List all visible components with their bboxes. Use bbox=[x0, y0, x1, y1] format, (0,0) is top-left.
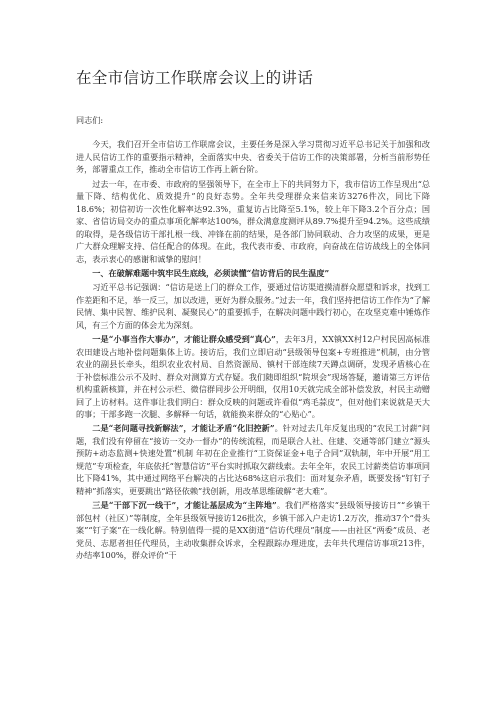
salutation: 同志们: bbox=[76, 115, 104, 125]
point-text: 。针对过去几年反复出现的“农民工讨薪”问题，我们没有停留在“接访一交办一督办”的传统流程，而是联合人社、住建、交通等部门建立“源头预防+动态监测+快速处置”机制 年初在企业推行“工资保证金+电子合同”双轨制，年中开展“用工规范”专项检查，年底依托“智慧信访”平台实时抓取欠薪线索。去年全年，农民工讨薪类信访事项同比下降41%，其中通过网络平台解决的占比达68%这启示我们：面对复杂矛盾，既要发扬“钉钉子精神”抓落实，更要跳出“路径依赖”找创新，用改革思维破解“老大难”。 bbox=[76, 423, 430, 496]
point-lead: 二是“老问题寻找新解法”，才能让矛盾“化旧控新” bbox=[92, 423, 275, 434]
point-paragraph bbox=[76, 333, 430, 420]
point-text: ，去年3月，XX镇XX村12户村民因高标准农田建设占地补偿问题集体上访。接访后，我们立即启动“县级领导包案+专班推进”机制，由分管农业的副县长牵头，组织农业农村局、自然资源局、镇村干部连续7天蹲点调研，发现矛盾核心在于补偿标准公示不及时、群众对测算方式存疑。我们随即组织“院坝会”现场答疑，邀请第三方评估机构重新核算，并在村公示栏、微信群同步公开明细，仅用10天就完成全部补偿发放，村民主动赠回了上访材料。这件事让我们明白：群众反映的问题或许看似“鸡毛蒜皮”，但对他们来说就是天大的事；干部多跑一次腿、多解释一句话，就能换来群众的“心贴心”。 bbox=[76, 334, 430, 419]
point-paragraph bbox=[76, 499, 430, 561]
page-title: 在全市信访工作联席会议上的讲话 bbox=[76, 69, 314, 87]
point-text: 。我们严格落实“县级领导接访日”“乡镇干部包村（社区）”等制度，全年县级领导接访126批次，乡镇干部入户走访1.2万次，推动37个“骨头案”“钉子案”在一线化解。特别值得一提的是XX街道“信访代理员”制度——由社区“两委”成员、老党员、志愿者担任代理员，主动收集群众诉求，全程跟踪办理进度，去年共代理信访事项213件，办结率100%，群众评价“干 bbox=[76, 500, 430, 560]
point-lead: 三是“干部下沉一线干”，才能让基层成为“主阵地” bbox=[92, 500, 277, 511]
point-paragraph bbox=[76, 422, 430, 497]
section-heading: 一、在破解难题中筑牢民生底线，必须读懂“信访背后的民生温度” bbox=[92, 267, 330, 278]
section-paragraph: 习近平总书记强调：“信访是送上门的群众工作，要通过信访渠道摸清群众愿望和诉求，找到工作差距和不足，举一反三，加以改进，更好为群众服务。”过去一年，我们坚持把信访工作作为“了解民情、集中民智、维护民利、凝聚民心”的重要抓手，在解决问题中践行初心，在攻坚克难中锤炼作风，有三个方面的体会尤为深刻。 bbox=[76, 282, 430, 330]
document-body bbox=[76, 114, 430, 561]
intro-paragraph: 今天，我们召开全市信访工作联席会议，主要任务是深入学习贯彻习近平总书记关于加强和改进人民信访工作的重要指示精神，全面落实中央、省委关于信访工作的决策部署，分析当前形势任务，部署重点工作，推动全市信访工作再上新台阶。 bbox=[76, 139, 430, 175]
intro-paragraph: 过去一年，在市委、市政府的坚强领导下，在全市上下的共同努力下，我市信访工作呈现出“总量下降、结构优化、质效提升”的良好态势。全年共受理群众来信来访3276件次，同比下降18.6%；初信初访一次性化解率达92.3%，重复访占比降至5.1%，较上年下降3.2个百分点；国家、省信访局交办的重点事项化解率达100%，群众满意度测评从89.7%提升至94.2%。这些成绩的取得，是各级信访干部扎根一线、冲锋在前的结果，是各部门协同联动、合力攻坚的成果，更是广大群众理解支持、信任配合的体现。在此，我代表市委、市政府，向奋战在信访战线上的全体同志，表示衷心的感谢和诚挚的慰问！ bbox=[76, 178, 430, 264]
point-lead: 一是“小事当作大事办”，才能让群众感受到“真心” bbox=[92, 334, 276, 345]
